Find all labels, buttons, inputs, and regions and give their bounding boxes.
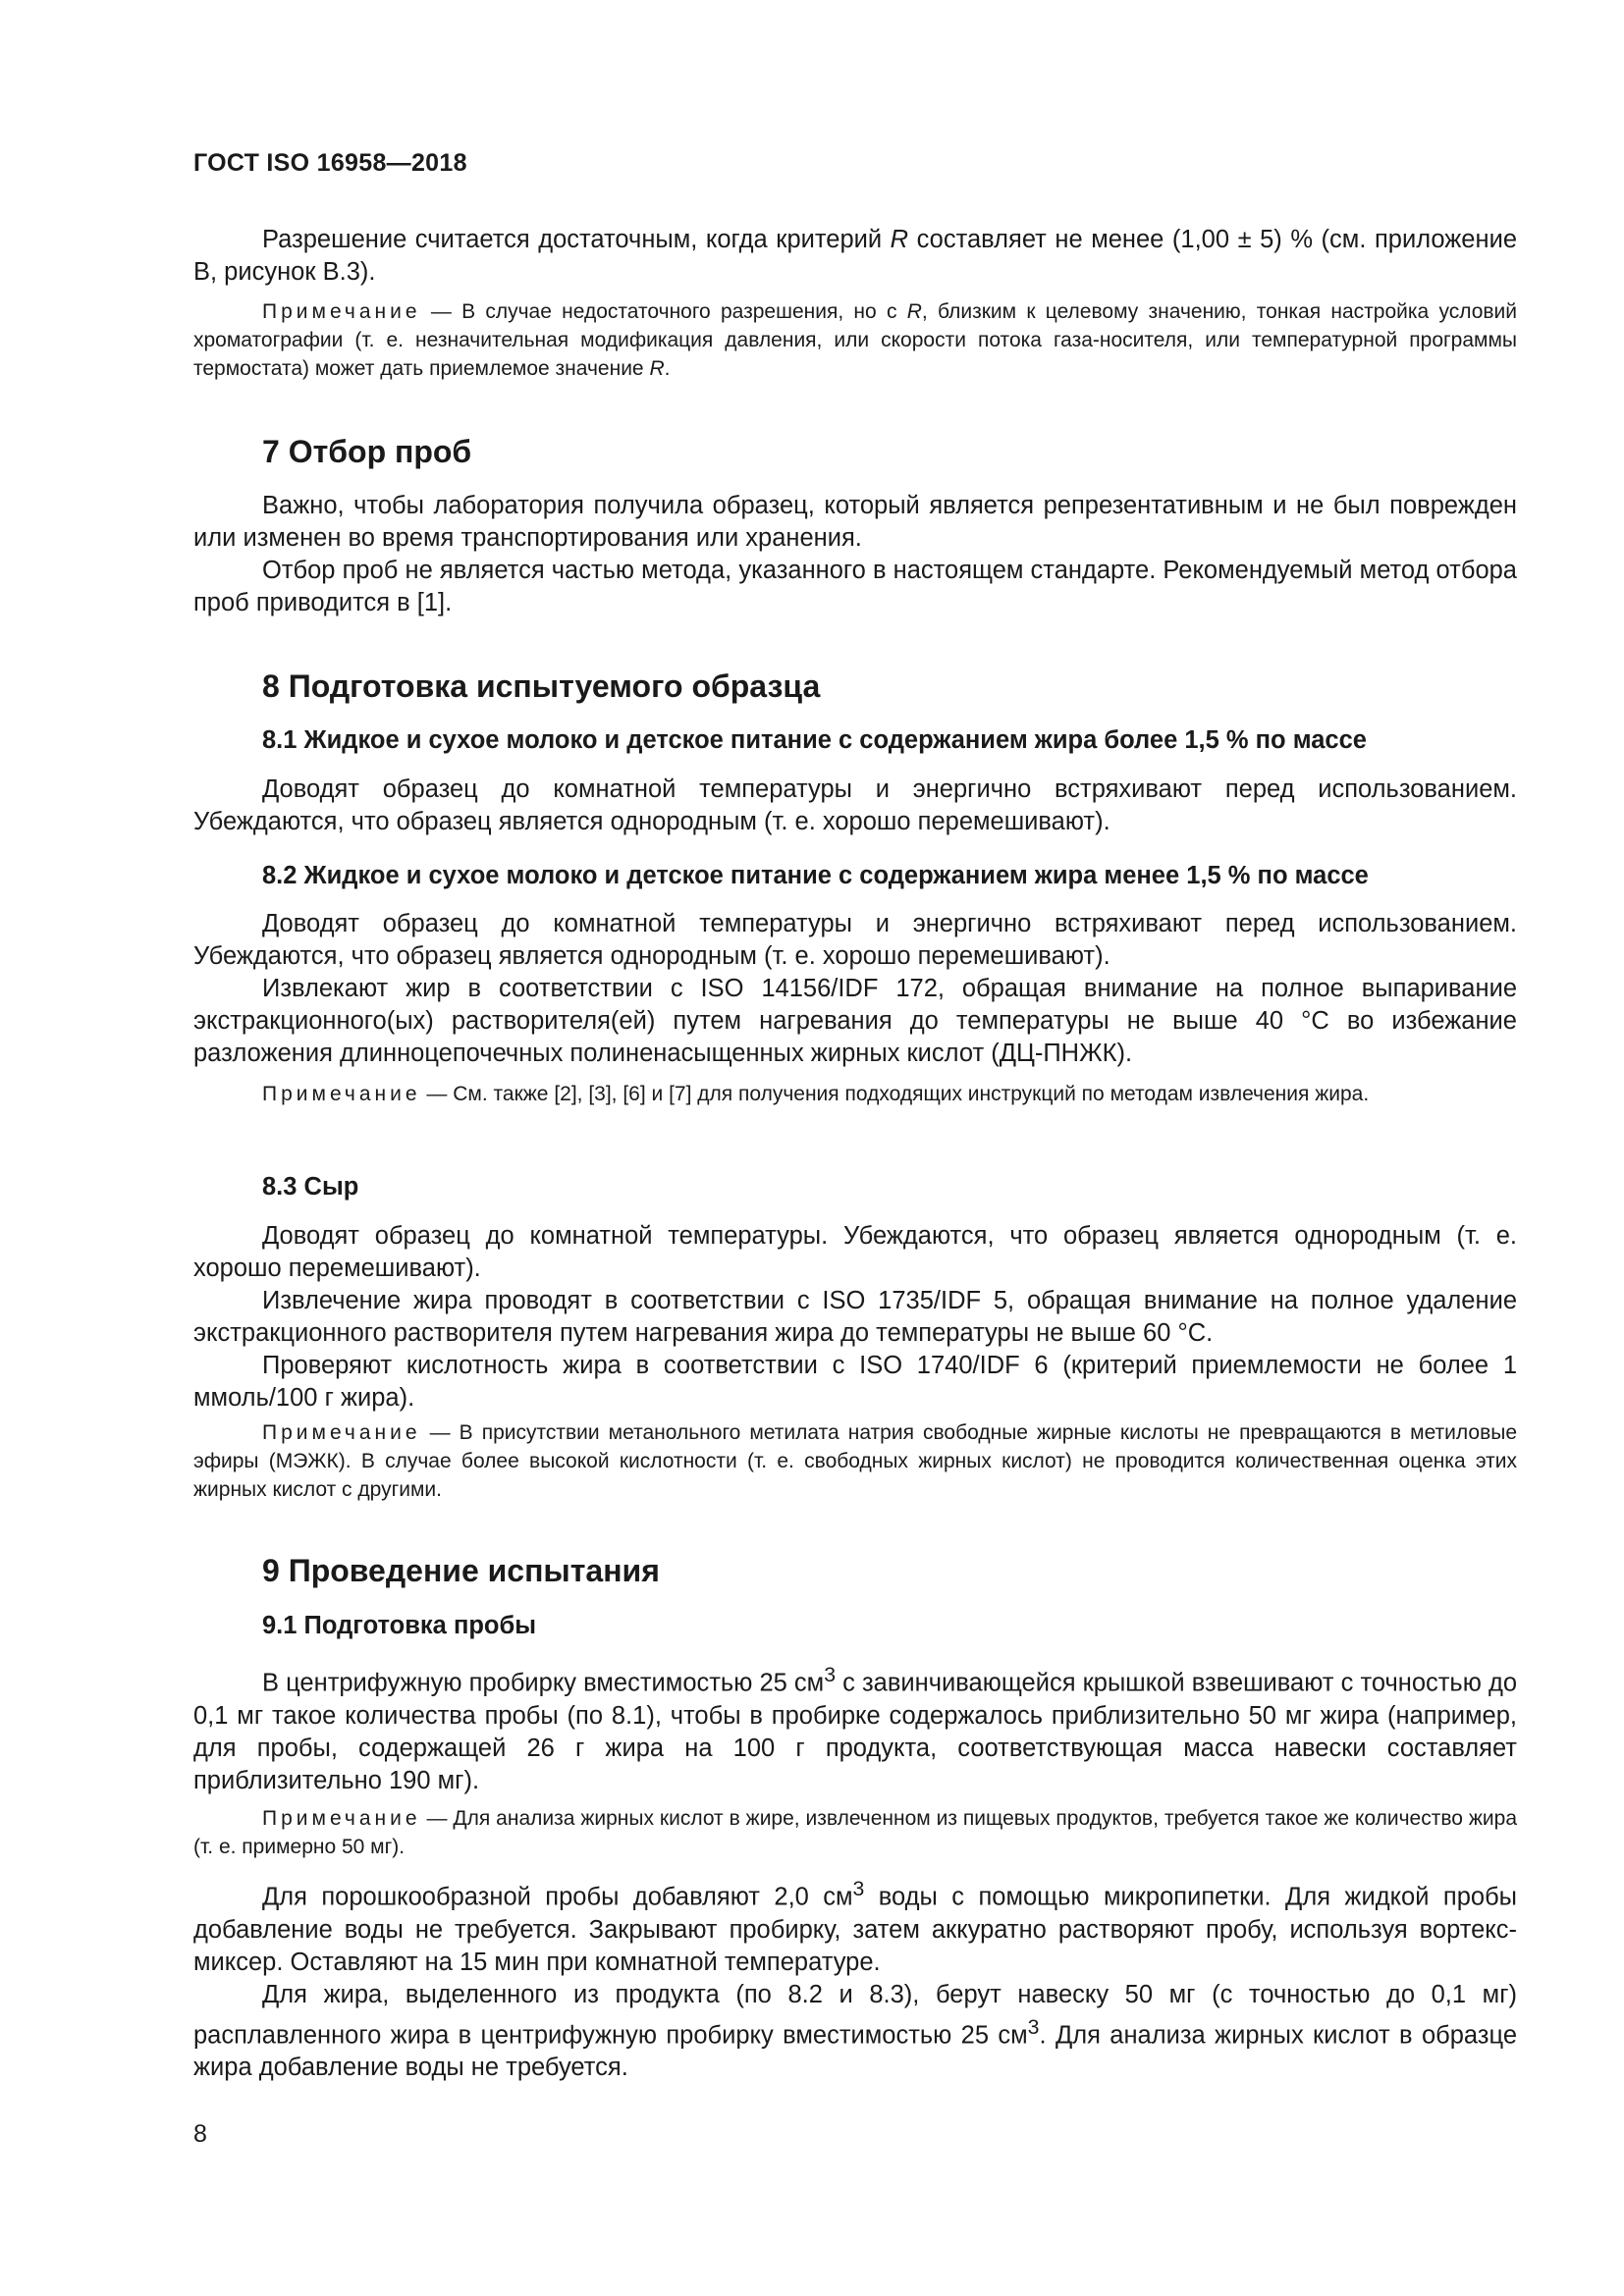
note-2: Примечание — См. также [2], [3], [6] и [7] для получения подходящих инструкций по методам извлечения жира.: [262, 1083, 1370, 1105]
section-7-heading: 7 Отбор проб: [262, 434, 472, 469]
subsection-9-1-heading: 9.1 Подготовка пробы: [262, 1612, 537, 1639]
subsection-8-2-heading: 8.2 Жидкое и сухое молоко и детское питание с содержанием жира менее 1,5 % по массе: [262, 862, 1369, 889]
subsection-8-1-body: Доводят образец до комнатной температуры и энергично встряхивают перед использованием. Убеждаются, что образец является однородным (т. е. хорошо перемешивают).: [193, 775, 1517, 835]
subsection-8-1-heading: 8.1 Жидкое и сухое молоко и детское питание с содержанием жира более 1,5 % по массе: [262, 726, 1367, 754]
note-4: Примечание — Для анализа жирных кислот в жире, извлеченном из пищевых продуктов, требуется такое же количество жира (т. е. примерно 50 мг).: [193, 1807, 1517, 1858]
section-7-body: Важно, чтобы лаборатория получила образец, который является репрезентативным и не был поврежден или изменен во время транспортирования или хранения. Отбор проб не является частью метода, указанного в настоящем стандарте. Рекомендуемый метод отбора проб приводится в [1].: [193, 492, 1517, 616]
note-1: Примечание — В случае недостаточного разрешения, но с R, близким к целевому значению, тонкая настройка условий хроматографии (т. е. незначительная модификация давления, или скорости потока газа-носителя, или температурной программы термостата) может дать приемлемое значение R.: [193, 300, 1518, 380]
subsection-8-3-body: Доводят образец до комнатной температуры. Убеждаются, что образец является однородным (т. е. хорошо перемешивают). Извлечение жира проводят в соответствии с ISO 1735/IDF 5, обращая внимание на полное удаление экстракционного растворителя путем нагревания жира до температуры не выше 60 °С. Проверяют кислотность жира в соответствии с ISO 1740/IDF 6 (критерий приемлемости не более 1 ммоль/100 г жира).: [193, 1222, 1517, 1412]
subsection-8-3-heading: 8.3 Сыр: [262, 1173, 359, 1201]
subsection-9-1-body-continued: Для порошкообразной пробы добавляют 2,0 $см^3$ воды с помощью микропипетки. Для жидкой пробы добавление воды не требуется. Закрывают пробирку, затем аккуратно растворяют пробу, используя вортекс-миксер. Оставляют на 15 мин при комнатной температуре. Для жира, выделенного из продукта (по 8.2 и 8.3), берут навеску 50 мг (с точностью до 0,1 мг) расплавленного жира в центрифужную пробирку вместимостью 25 $см^3$. Для анализа жирных кислот в образце жира добавление воды не требуется.: [193, 1877, 1518, 2081]
resolution-paragraph: Разрешение считается достаточным, когда критерий R составляет не менее (1,00 ± 5) % (см. приложение В, рисунок В.3).: [193, 226, 1518, 286]
subsection-8-2-body: Доводят образец до комнатной температуры и энергично встряхивают перед использованием. Убеждаются, что образец является однородным (т. е. хорошо перемешивают). Извлекают жир в соответствии с ISO 14156/IDF 172, обращая внимание на полное выпаривание экстракционного(ых) растворителя(ей) путем нагревания до температуры не выше 40 °С во избежание разложения длинноцепочечных полиненасыщенных жирных кислот (ДЦ-ПНЖК).: [193, 910, 1517, 1067]
section-8-heading: 8 Подготовка испытуемого образца: [262, 668, 821, 704]
section-9-heading: 9 Проведение испытания: [262, 1553, 660, 1588]
note-3: Примечание — В присутствии метанольного метилата натрия свободные жирные кислоты не превращаются в метиловые эфиры (МЭЖК). В случае более высокой кислотности (т. е. свободных жирных кислот) не проводится количественная оценка этих жирных кислот с другими.: [193, 1421, 1517, 1501]
page-number: 8: [193, 2120, 207, 2148]
standard-header: ГОСТ ISO 16958—2018: [193, 149, 467, 177]
subsection-9-1-body: В центрифужную пробирку вместимостью 25 $см^3$ с завинчивающейся крышкой взвешивают с точностью до 0,1 мг такое количества пробы (по 8.1), чтобы в пробирке содержалось приблизительно 50 мг жира (например, для пробы, содержащей 26 г жира на 100 г продукта, соответствующая масса навески составляет приблизительно 190 мг).: [193, 1663, 1518, 1794]
